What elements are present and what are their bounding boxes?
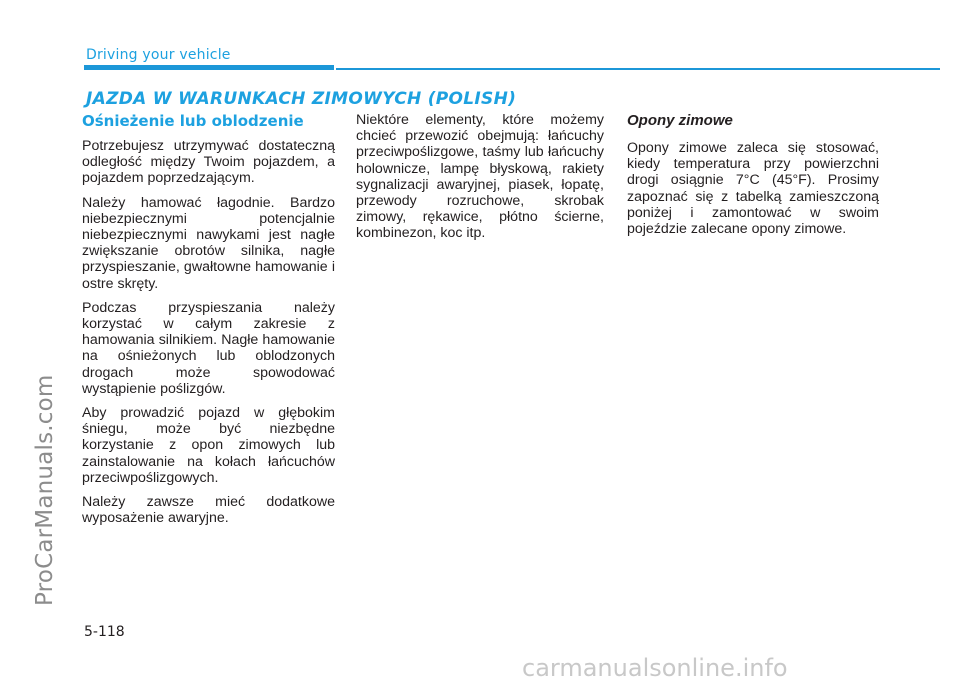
subheading-winter-tires: Opony zimowe (627, 112, 733, 129)
header-rule-thick (84, 65, 334, 70)
subheading-snow-ice: Ośnieżenie lub oblodzenie (82, 112, 304, 130)
paragraph: Potrzebujesz utrzymywać dostateczną odległość między Twoim pojazdem, a pojazdem poprzedzającym. (82, 138, 335, 187)
paragraph: Opony zimowe zaleca się stosować, kiedy temperatura przy powierzchni drogi osiągnie 7°C (45°F). Prosimy zapoznać się z tabelką zamieszczoną poniżej i zamontować w swoim pojeździe zalecane opony zimowe. (627, 140, 879, 238)
paragraph: Należy zawsze mieć dodatkowe wyposażenie awaryjne. (82, 494, 335, 527)
paragraph: Podczas przyspieszania należy korzystać w całym zakresie z hamowania silnikiem. Nagłe hamowanie na ośnieżonych lub oblodzonych drogach może spowodować wystąpienie poślizgów. (82, 299, 335, 397)
text-column-3 (627, 112, 879, 245)
paragraph: Aby prowadzić pojazd w głębokim śniegu, może być niezbędne korzystanie z opon zimowych lub zainstalowanie na kołach łańcuchów przeciwpoślizgowych. (82, 405, 335, 486)
text-column-1 (82, 112, 335, 534)
section-title: JAZDA W WARUNKACH ZIMOWYCH (POLISH) (86, 89, 517, 109)
paragraph: Należy hamować łagodnie. Bardzo niebezpiecznymi potencjalnie niebezpiecznymi nawykami jest nagłe zwiększanie obrotów silnika, nagłe przyspieszanie, gwałtowne hamowanie i ostre skręty. (82, 194, 335, 292)
paragraph: Niektóre elementy, które możemy chcieć przewozić obejmują: łańcuchy przeciwpoślizgowe, taśmy lub łańcuchy holownicze, lampę błyskową, rakiety sygnalizacji awaryjnej, piasek, łopatę, przewody rozruchowe, skrobak zimowy, rękawice, płótno ścierne, kombinezon, koc itp. (356, 112, 604, 242)
header-rule-thin (336, 68, 940, 70)
running-header: Driving your vehicle (86, 47, 231, 63)
side-watermark: ProCarManuals.com (32, 374, 58, 606)
bottom-watermark: carmanualsonline.info (522, 654, 788, 682)
text-column-2 (356, 112, 604, 250)
page-number: 5-118 (84, 624, 125, 640)
